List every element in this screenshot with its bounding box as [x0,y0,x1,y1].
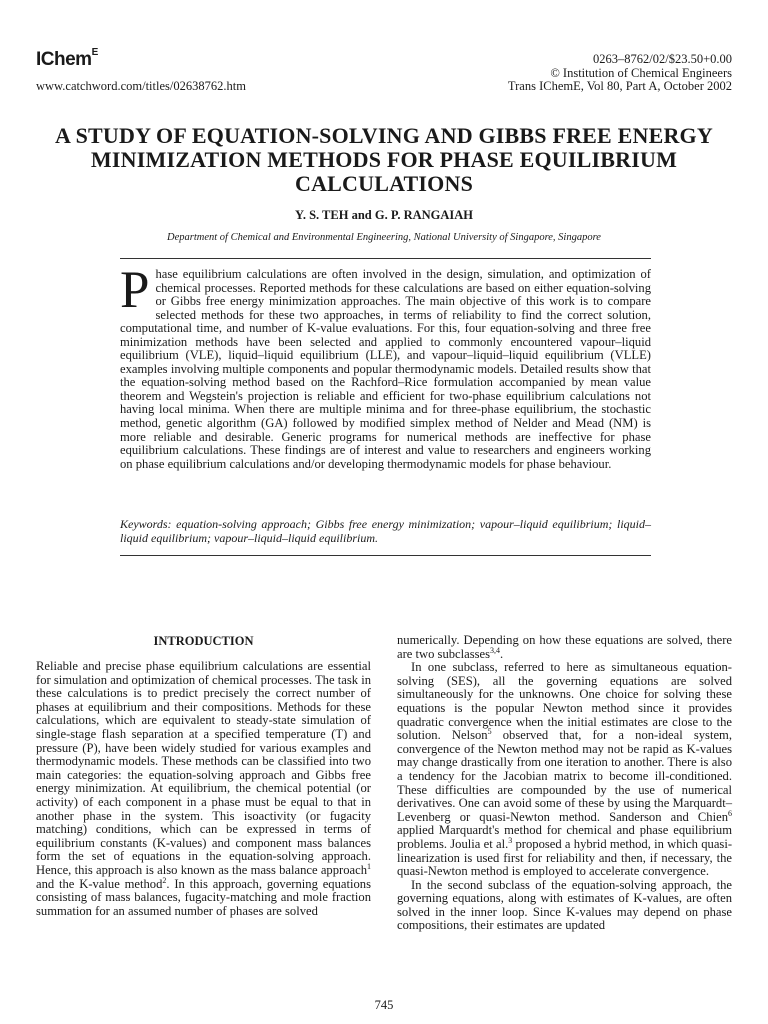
publication-info [508,53,732,94]
intro-paragraph-ses: In one subclass, referred to here as simultaneous equation-solving (SES), all the governing equations are solved simultaneously for the unknowns. One choice for solving these equations is the popular Newton method since it provides quadratic convergence when the initial estimates are close to the solution. Nelson$^5$ observed that, for a non-ideal system, convergence of the Newton method may not be rapid as K-values may change drastically from one iteration to another. There is also a tendency for the Jacobian matrix to become ill-conditioned. These difficulties are compounded by the use of numerical derivatives. One can avoid some of these by using the Marquardt–Levenberg or quasi-Newton method. Sanderson and Chien$^6$ applied Marquardt's method for chemical and phase equilibrium problems. Joulia et al.$^3$ proposed a hybrid method, in which quasi-linearization is used first for reliability and then, if necessary, the quasi-Newton method is employed to accelerate convergence. [397,660,733,879]
copyright-line: © Institution of Chemical Engineers [550,65,732,80]
author-affiliation: Department of Chemical and Environmental Engineering, National University of Singapore, Singapore [167,232,601,243]
abstract-body: hase equilibrium calculations are often involved in the design, simulation, and optimization of chemical processes. Reported methods for these calculations are based on either equation-solving or Gibbs free energy minimization approaches. The main objective of this work is to compare selected methods for these two approaches, in terms of reliability to find the correct solution, computational time, and number of K-value evaluations. For this, four equation-solving and three free minimization methods have been selected and applied to commonly encountered vapour–liquid equilibrium (VLE), liquid–liquid equilibrium (LLE), and vapour–liquid–liquid equilibrium (VLLE) examples involving multiple components and popular thermodynamic models. Detailed results show that the equation-solving method based on the Rachford–Rice formulation accompanied by mean value theorem and Wegstein's projection is reliable and efficient for two-phase equilibrium calculations not having local minima. When there are multiple minima and for three-phase equilibrium, the stochastic method, genetic algorithm (GA) followed by modified simplex method of Nelder and Mead (NM) is more reliable and desirable. Generic programs for numerical methods are ineffective for phase equilibrium calculations. These findings are of interest and value to researchers and engineers working on phase equilibrium calculations and/or developing thermodynamic models for phase behaviour. [120,267,651,471]
page-number: 745 [374,998,394,1012]
left-column [36,660,371,918]
intro-paragraph-second-subclass: In the second subclass of the equation-solving approach, the governing equations, along with estimates of K-values, are often solved in the inner loop. Since K-values may depend on phase compositions, their estimates are updated [397,877,732,933]
ichem-logo: IChem$^E$ [36,47,98,70]
right-column [397,634,732,933]
keywords: Keywords: equation-solving approach; Gibbs free energy minimization; vapour–liquid equilibrium; liquid–liquid equilibrium; vapour–liquid–liquid equilibrium. [120,517,651,545]
journal-url[interactable]: www.catchword.com/titles/02638762.htm [36,79,246,93]
abstract-bottom-rule [120,555,651,556]
citation-5[interactable]: 5 [487,726,492,736]
intro-paragraph-1: Reliable and precise phase equilibrium calculations are essential for simulation and optimization of chemical processes. The task in these calculations is to predict precisely the correct number of phases at equilibrium and their compositions. Methods for these calculations, which are equivalent to steady-state simulation of single-stage flash separation at a specified temperature (T) and pressure (P), have been widely studied for various examples and thermodynamic models. These methods can be classified into two main categories: the equation-solving approach and Gibbs free energy minimization. At equilibrium, the chemical potential (or activity) of each component in a phase must be equal to that in another phase in the system. This isoactivity (or fugacity matching) conditions, which can be expressed in terms of equilibrium constants (K-values) and component mass balances form the set of equations in the equation-solving approach. Hence, this approach is also known as the mass balance approach$^1$ and the K-value method$^2$. In this approach, governing equations consisting of mass balances, fugacity-matching and mole fraction summation for an assumed number of phases are solved [36,659,371,918]
article-authors: Y. S. TEH and G. P. RANGAIAH [294,208,474,222]
section-heading-introduction: INTRODUCTION [153,634,254,648]
issn-code: 0263–8762/02/$23.50+0.00 [593,52,732,66]
citation-3-4[interactable]: 3,4 [490,645,501,655]
citation-6[interactable]: 6 [728,808,732,818]
abstract-top-rule [120,258,651,259]
abstract-text [120,261,651,471]
abstract-dropcap: P [120,261,150,319]
intro-paragraph-continued: numerically. Depending on how these equations are solved, there are two subclasses$^{3,4}$. [397,633,732,661]
citation-2[interactable]: 2 [162,875,167,885]
citation-3[interactable]: 3 [508,835,513,845]
article-title: A STUDY OF EQUATION-SOLVING AND GIBBS FREE ENERGY MINIMIZATION METHODS FOR PHASE EQUILIBRIUM CALCULATIONS [55,123,713,196]
journal-citation: Trans IChemE, Vol 80, Part A, October 2002 [507,79,732,94]
citation-1[interactable]: 1 [367,861,371,871]
